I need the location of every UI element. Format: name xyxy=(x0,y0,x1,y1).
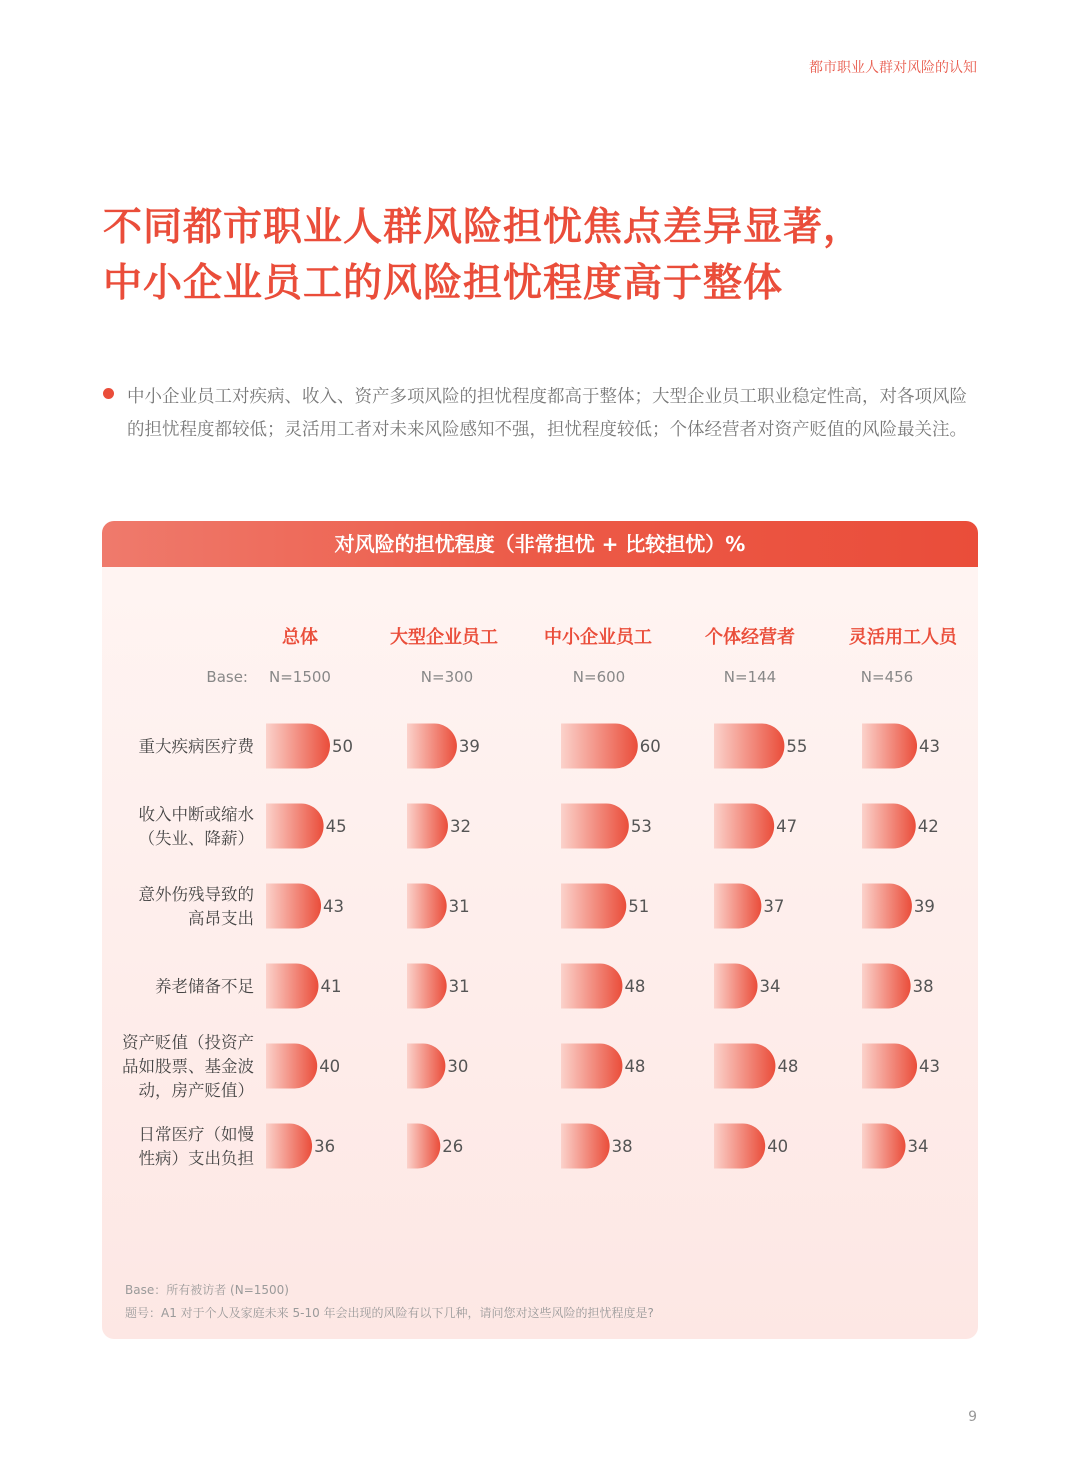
data-label: 43 xyxy=(323,897,345,916)
data-label: 38 xyxy=(611,1137,633,1156)
data-label: 50 xyxy=(332,737,353,756)
bar xyxy=(862,1044,917,1089)
bar xyxy=(407,724,457,769)
data-label: 34 xyxy=(759,977,781,996)
series-base: N=144 xyxy=(723,668,777,686)
bar xyxy=(266,884,321,929)
headline-line-1: 不同都市职业人群风险担忧焦点差异显著， xyxy=(103,205,864,250)
bar xyxy=(561,1124,610,1169)
bar xyxy=(266,1044,317,1089)
series-header: 总体 xyxy=(282,627,318,648)
data-label: 34 xyxy=(907,1137,929,1156)
bar xyxy=(714,804,774,849)
bullet-dot-icon xyxy=(103,388,114,399)
category-label: 意外伤残导致的 xyxy=(138,885,254,904)
category-label: 收入中断或缩水 xyxy=(138,805,254,824)
bar xyxy=(862,1124,906,1169)
data-label: 48 xyxy=(624,977,646,996)
data-label: 47 xyxy=(776,817,798,836)
bar xyxy=(714,1124,765,1169)
data-label: 43 xyxy=(919,737,941,756)
data-label: 43 xyxy=(919,1057,941,1076)
data-label: 60 xyxy=(639,737,661,756)
series-base: N=1500 xyxy=(269,668,331,686)
chart-panel xyxy=(102,521,978,1339)
summary-text: 中小企业员工对疾病、收入、资产多项风险的担忧程度都高于整体；大型企业员工职业稳定性高，对各项风险的担忧程度都较低；灵活用工者对未来风险感知不强，担忧程度较低；个体经营者对资产贬值的风险最关注。 xyxy=(127,387,967,440)
bar xyxy=(561,964,622,1009)
bar xyxy=(714,1044,775,1089)
bar xyxy=(266,724,330,769)
series-header: 个体经营者 xyxy=(705,627,795,648)
data-label: 40 xyxy=(319,1057,341,1076)
data-label: 48 xyxy=(624,1057,646,1076)
bar xyxy=(266,1124,312,1169)
series-header: 中小企业员工 xyxy=(544,627,652,648)
data-label: 41 xyxy=(320,977,342,996)
data-label: 30 xyxy=(447,1057,469,1076)
data-label: 37 xyxy=(763,897,785,916)
series-base: N=300 xyxy=(420,668,474,686)
bar xyxy=(561,724,638,769)
category-label: 重大疾病医疗费 xyxy=(138,737,254,756)
bar xyxy=(561,1044,622,1089)
chart-title: 对风险的担忧程度（非常担忧 + 比较担忧）% xyxy=(102,521,978,567)
data-label: 26 xyxy=(442,1137,464,1156)
series-base: N=456 xyxy=(860,668,914,686)
bar xyxy=(714,964,758,1009)
series-base: N=600 xyxy=(572,668,626,686)
data-label: 51 xyxy=(628,897,650,916)
data-label: 36 xyxy=(314,1137,336,1156)
data-label: 42 xyxy=(917,817,939,836)
data-label: 55 xyxy=(786,737,808,756)
bar xyxy=(561,884,626,929)
category-label: 资产贬值（投资产 xyxy=(122,1033,254,1052)
data-label: 39 xyxy=(458,737,480,756)
chart-svg xyxy=(102,521,978,1339)
page-number: 9 xyxy=(968,1409,977,1425)
bar xyxy=(266,964,318,1009)
bar xyxy=(407,884,447,929)
summary-bullet xyxy=(103,381,983,447)
category-label: 高昂支出 xyxy=(188,909,254,928)
bar xyxy=(407,804,448,849)
bar xyxy=(862,804,916,849)
header-note: 都市职业人群对风险的认知 xyxy=(809,60,977,76)
category-label: 动，房产贬值） xyxy=(138,1081,254,1100)
data-label: 32 xyxy=(449,817,471,836)
bar xyxy=(407,1044,445,1089)
headline xyxy=(103,200,983,312)
series-header: 大型企业员工 xyxy=(390,627,498,648)
category-label: 养老储备不足 xyxy=(155,977,254,996)
bar xyxy=(407,1124,440,1169)
category-label: 品如股票、基金波 xyxy=(122,1057,254,1076)
data-label: 38 xyxy=(912,977,934,996)
data-label: 31 xyxy=(448,897,470,916)
data-label: 53 xyxy=(630,817,652,836)
data-label: 31 xyxy=(448,977,470,996)
category-label: 性病）支出负担 xyxy=(138,1149,254,1168)
bar xyxy=(561,804,629,849)
base-label: Base: xyxy=(206,668,248,686)
category-label: （失业、降薪） xyxy=(138,829,254,848)
data-label: 45 xyxy=(325,817,347,836)
footnote-question: 题号：A1 对于个人及家庭未来 5-10 年会出现的风险有以下几种，请问您对这些风险的担忧程度是? xyxy=(125,1306,654,1320)
data-label: 40 xyxy=(767,1137,789,1156)
bar xyxy=(407,964,447,1009)
bar xyxy=(862,884,912,929)
bar xyxy=(266,804,324,849)
bar xyxy=(714,724,784,769)
bar xyxy=(862,724,917,769)
category-label: 日常医疗（如慢 xyxy=(138,1125,254,1144)
bar xyxy=(862,964,911,1009)
series-header: 灵活用工人员 xyxy=(849,627,957,648)
data-label: 39 xyxy=(913,897,935,916)
data-label: 48 xyxy=(777,1057,799,1076)
footnote-base: Base：所有被访者 (N=1500) xyxy=(125,1283,289,1297)
headline-line-2: 中小企业员工的风险担忧程度高于整体 xyxy=(103,261,784,306)
bar xyxy=(714,884,761,929)
